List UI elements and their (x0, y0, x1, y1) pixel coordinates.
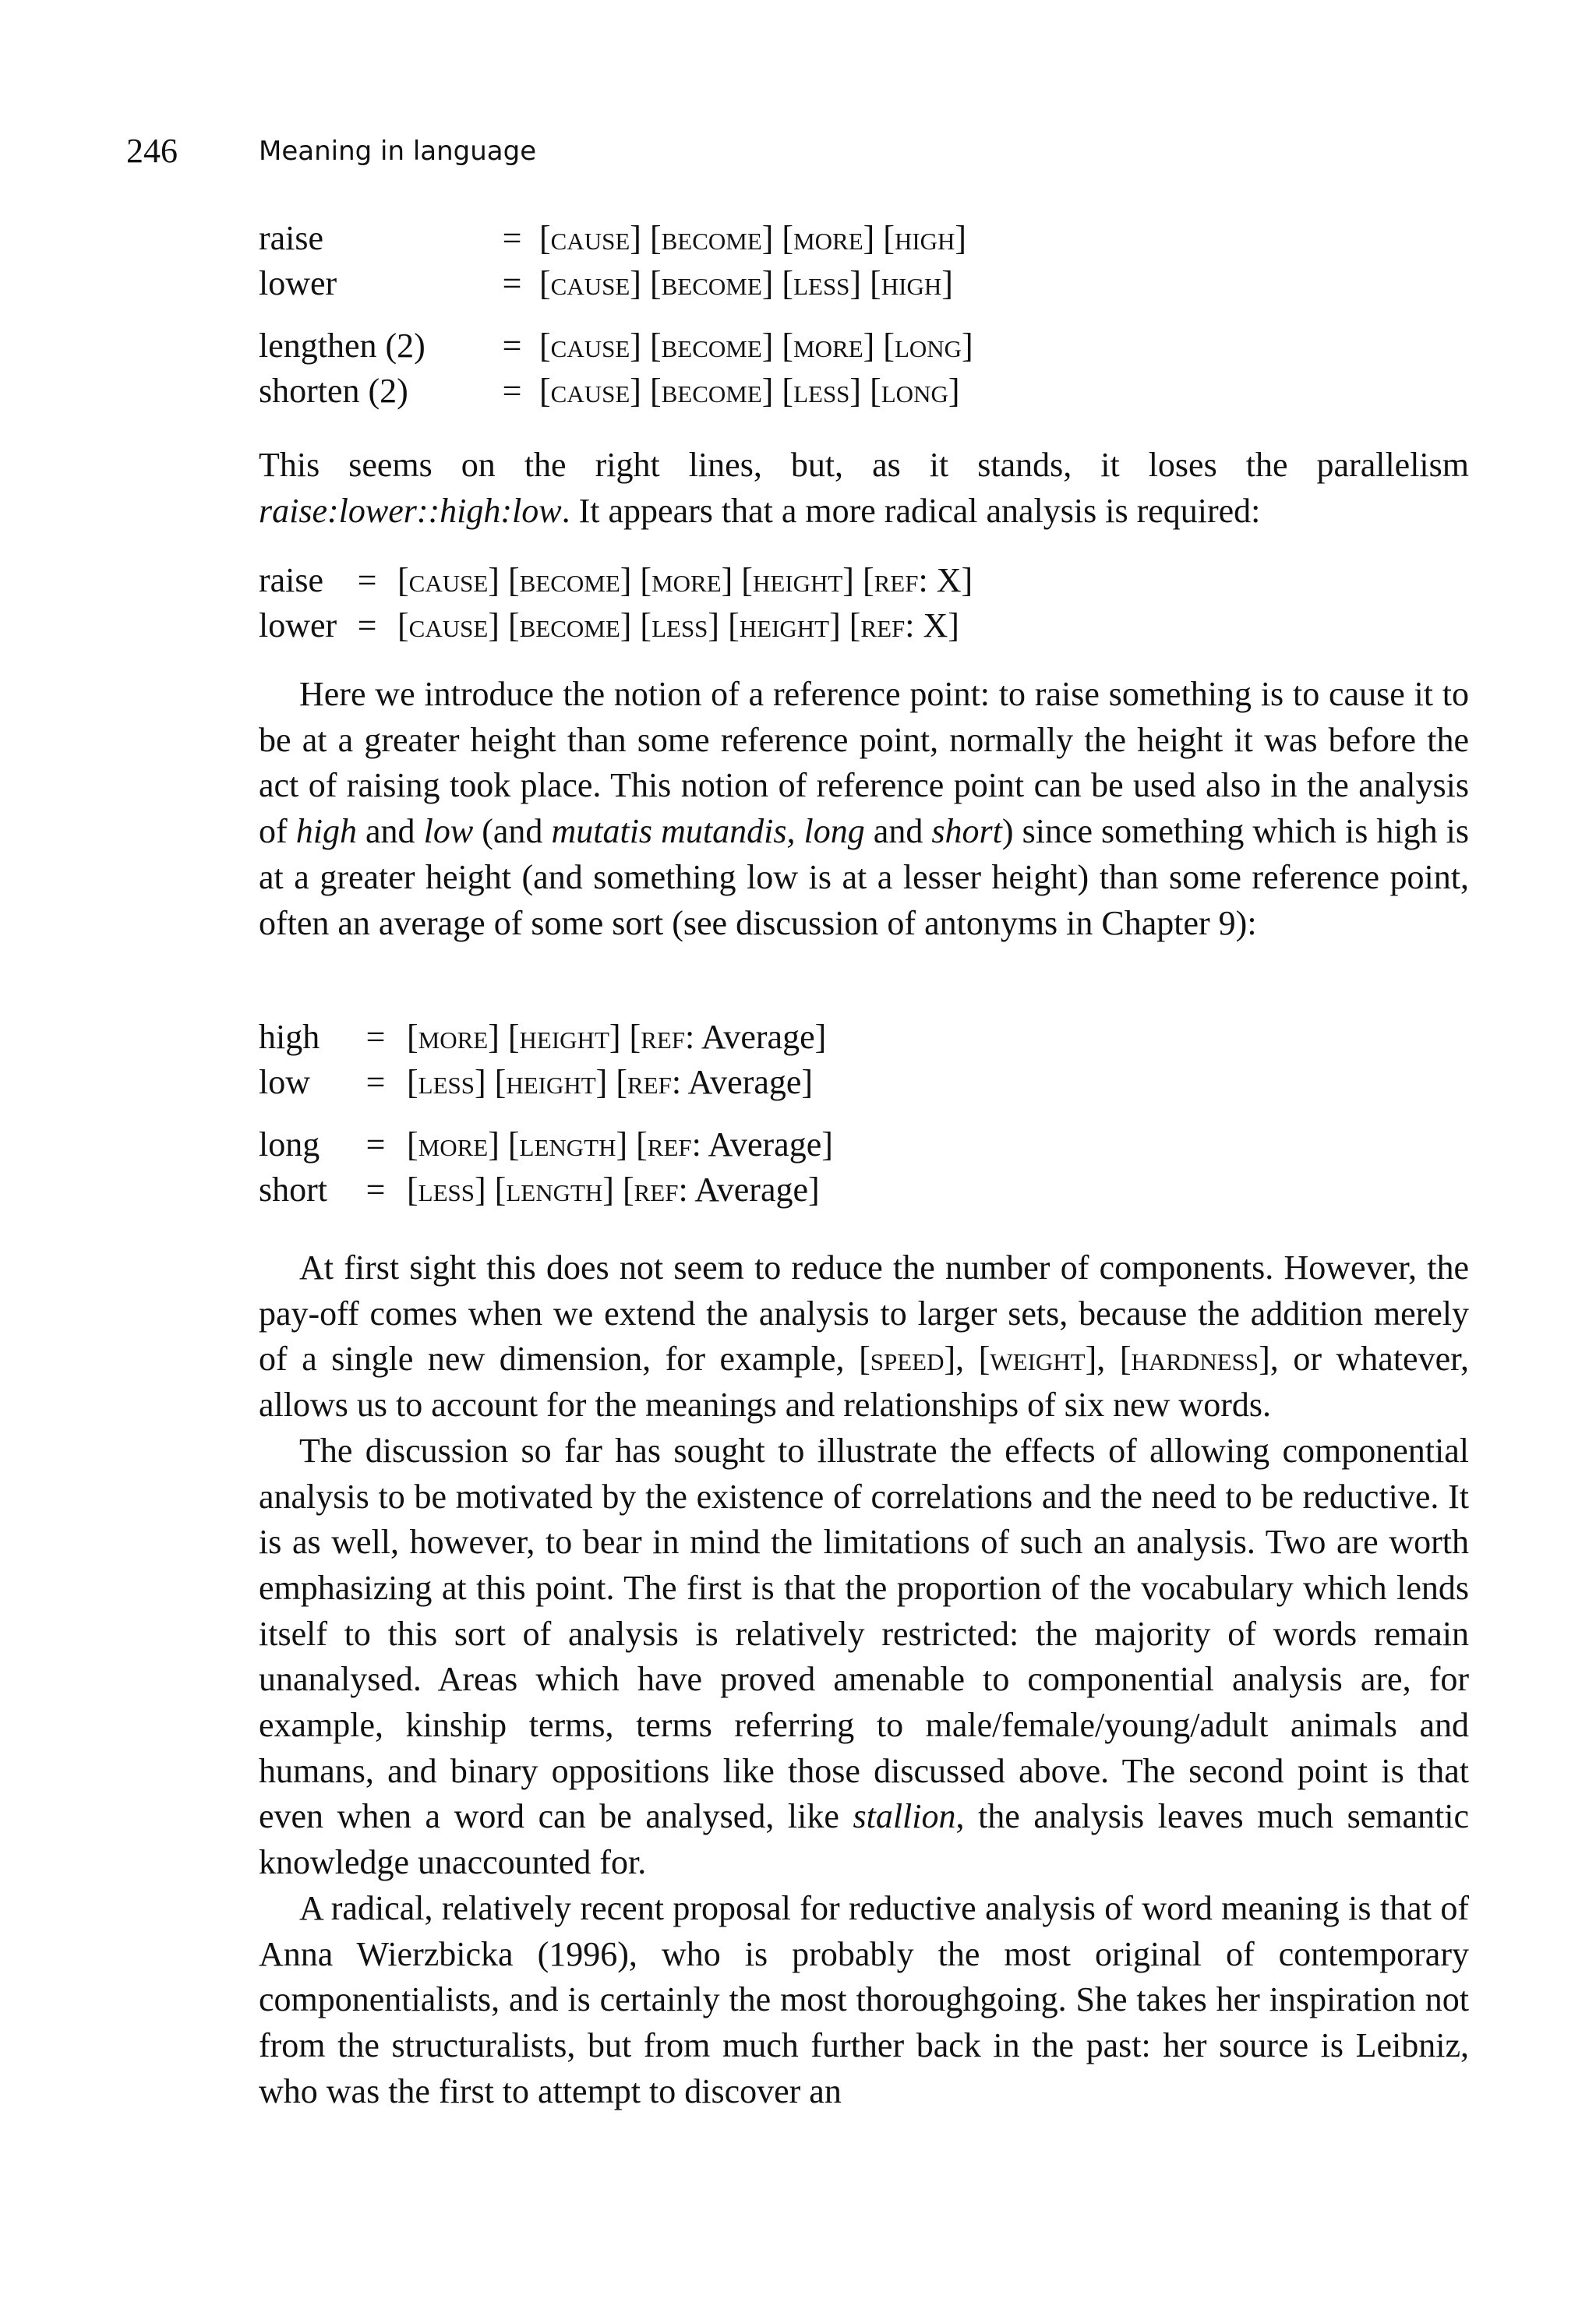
formula-definition: [cause] [become] [less] [long] (539, 372, 960, 410)
formula-block-1 (259, 216, 973, 414)
formula-row (259, 369, 973, 414)
formula-definition: [cause] [become] [less] [high] (539, 264, 953, 302)
page-number: 246 (126, 132, 178, 170)
equals-sign: = (357, 561, 377, 599)
formula-row (259, 1167, 833, 1213)
formula-definition: [cause] [become] [less] [height] [ref: X] (397, 606, 959, 644)
formula-definition: [cause] [become] [more] [height] [ref: X] (397, 561, 973, 599)
formula-definition: [more] [height] [ref: Average] (407, 1018, 827, 1056)
formula-row (259, 1122, 833, 1167)
equals-sign: = (357, 606, 377, 644)
equals-sign: = (502, 372, 522, 410)
formula-definition: [less] [length] [ref: Average] (407, 1171, 820, 1209)
formula-word: lower (259, 264, 337, 302)
formula-definition: [cause] [become] [more] [high] (539, 219, 967, 257)
formula-word: short (259, 1171, 327, 1209)
equals-sign: = (365, 1125, 386, 1164)
formula-row (259, 1060, 833, 1105)
formula-block-2 (259, 558, 973, 648)
formula-row (259, 558, 973, 603)
equals-sign: = (365, 1063, 386, 1101)
equals-sign: = (502, 264, 522, 302)
formula-block-3 (259, 1015, 833, 1213)
paragraph-3: At first sight this does not seem to reduce the number of components. However, the pay-off comes when we extend the analysis to larger sets, because the addition merely of a single new dimension, for example, [speed], [weight], [hardness], or whatever, allows us to account for the meanings and relationships of six new words. (259, 1248, 1470, 1425)
equals-sign: = (502, 327, 522, 365)
formula-row (259, 603, 973, 648)
equals-sign: = (365, 1018, 386, 1056)
formula-definition: [less] [height] [ref: Average] (407, 1063, 814, 1101)
equals-sign: = (502, 219, 522, 257)
paragraph-2: Here we introduce the notion of a reference point: to raise something is to cause it to be at a greater height than some reference point, normally the height it was before the act of raising took place. This notion of reference point can be used also in the analysis of high and low (and mutatis mutandis, long and short) since something which is high is at a greater height (and something low is at a lesser height) than some reference point, often an average of some sort (see discussion of antonyms in Chapter 9): (259, 675, 1470, 942)
formula-word: long (259, 1125, 320, 1164)
formula-word: lengthen (2) (259, 327, 425, 365)
formula-word: raise (259, 219, 324, 257)
formula-word: shorten (2) (259, 372, 408, 410)
formula-definition: [cause] [become] [more] [long] (539, 327, 973, 365)
body-text (259, 1245, 1469, 2114)
formula-word: high (259, 1018, 320, 1056)
formula-row (259, 261, 973, 306)
formula-word: low (259, 1063, 310, 1101)
formula-row (259, 216, 973, 261)
formula-definition: [more] [length] [ref: Average] (407, 1125, 833, 1164)
running-title: Meaning in language (259, 136, 537, 167)
paragraph-5: A radical, relatively recent proposal for reductive analysis of word meaning is that of Anna Wierzbicka (1996), who is probably the most original of contemporary componentialists, and is certainly the most thoroughgoing. She takes her inspiration not from the structuralists, but from much further back in the past: her source is Leibniz, who was the first to attempt to discover an (259, 1888, 1469, 2110)
page-header (126, 131, 537, 178)
formula-word: lower (259, 606, 337, 644)
formula-row (259, 1015, 833, 1060)
formula-row (259, 323, 973, 369)
formula-word: raise (259, 561, 324, 599)
paragraph-1: This seems on the right lines, but, as it stands, it loses the parallelism raise:lower::high:low. It appears that a more radical analysis is required: (259, 446, 1469, 530)
equals-sign: = (365, 1171, 386, 1209)
paragraph-4: The discussion so far has sought to illustrate the effects of allowing componential analysis to be motivated by the existence of correlations and the need to be reductive. It is as well, however, to bear in mind the limitations of such an analysis. Two are worth emphasizing at this point. The first is that the proportion of the vocabulary which lends itself to this sort of analysis is relatively restricted: the majority of words remain unanalysed. Areas which have proved amenable to componential analysis are, for example, kinship terms, terms referring to male/female/young/adult animals and humans, and binary oppositions like those discussed above. The second point is that even when a word can be analysed, like stallion, the analysis leaves much semantic knowledge unaccounted for. (259, 1431, 1469, 1882)
